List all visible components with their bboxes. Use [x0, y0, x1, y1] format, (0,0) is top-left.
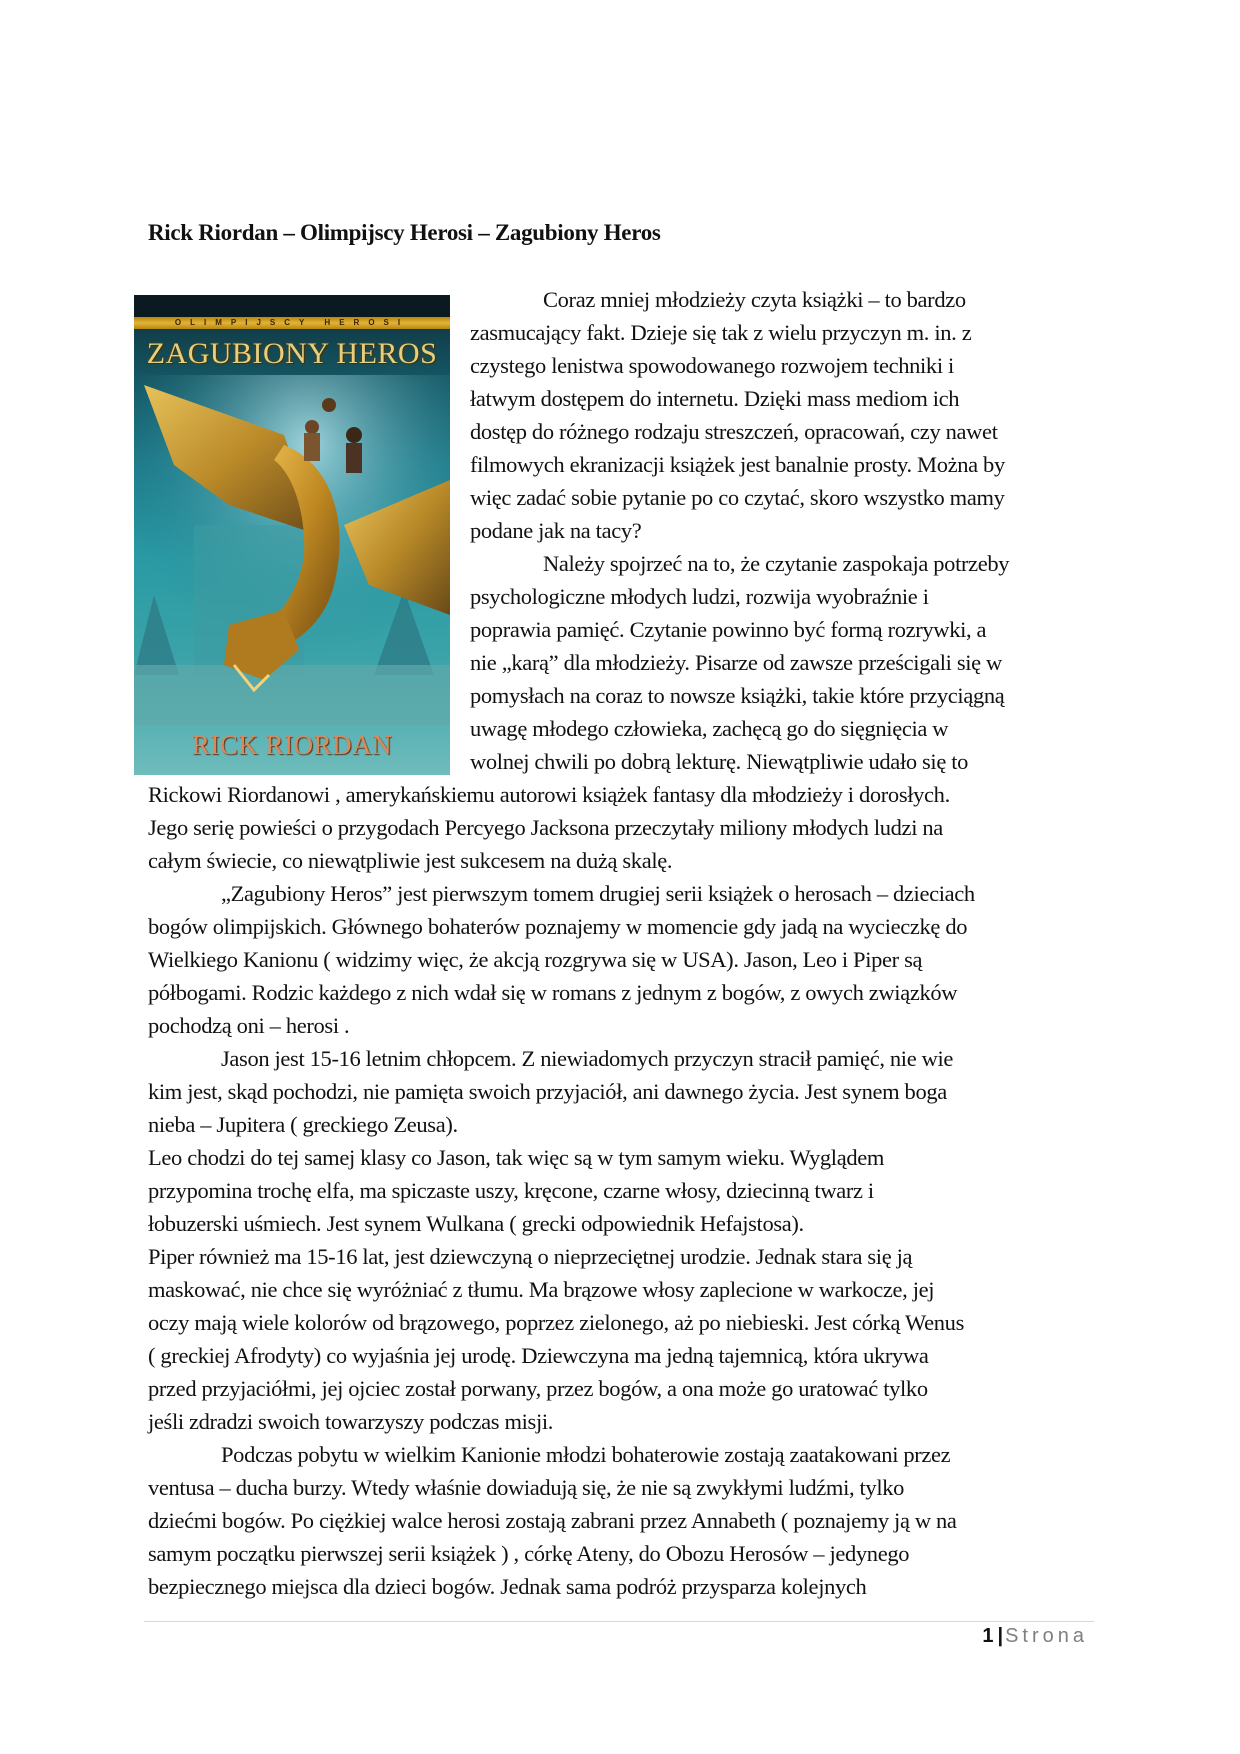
book-cover-image — [134, 295, 450, 775]
text-line: maskować, nie chce się wyróżniać z tłumu. Ma brązowe włosy zaplecione w warkocze, jej — [148, 1277, 935, 1302]
text-line: Należy spojrzeć na to, że czytanie zaspokaja potrzeby — [543, 551, 1010, 576]
text-line: dostęp do różnego rodzaju streszczeń, opracowań, czy nawet — [470, 419, 998, 444]
text-line: filmowych ekranizacji książek jest banalnie prosty. Można by — [470, 452, 1005, 477]
text-line: „Zagubiony Heros” jest pierwszym tomem drugiej serii książek o herosach – dzieciach — [221, 881, 975, 906]
text-line: przed przyjaciółmi, jej ojciec został porwany, przez bogów, a ona może go uratować tylko — [148, 1376, 928, 1401]
text-line: Podczas pobytu w wielkim Kanionie młodzi bohaterowie zostają zaatakowani przez — [221, 1442, 951, 1467]
text-line: oczy mają wiele kolorów od brązowego, poprzez zielonego, aż po niebieski. Jest córką Wenus — [148, 1310, 964, 1335]
text-line: pomysłach na coraz to nowsze książki, takie które przyciągną — [470, 683, 1005, 708]
text-line: łobuzerski uśmiech. Jest synem Wulkana ( grecki odpowiednik Hefajstosa). — [148, 1211, 804, 1236]
text-line: zasmucający fakt. Dzieje się tak z wielu przyczyn m. in. z — [470, 320, 972, 345]
text-line: psychologiczne młodych ludzi, rozwija wyobraźnie i — [470, 584, 929, 609]
text-line: całym świecie, co niewątpliwie jest sukcesem na dużą skalę. — [148, 848, 673, 873]
dragon-illustration-icon — [134, 375, 450, 725]
cover-series-band: OLIMPIJSCY HEROSI — [134, 317, 450, 329]
page-number: 1 — [982, 1625, 994, 1647]
text-line: przypomina trochę elfa, ma spiczaste uszy, kręcone, czarne włosy, dziecinną twarz i — [148, 1178, 874, 1203]
text-line: nie „karą” dla młodzieży. Pisarze od zawsze prześcigali się w — [470, 650, 1002, 675]
text-line: bogów olimpijskich. Głównego bohaterów poznajemy w momencie gdy jadą na wycieczkę do — [148, 914, 968, 939]
text-line: jeśli zdradzi swoich towarzyszy podczas misji. — [148, 1409, 554, 1434]
footer-divider — [144, 1621, 1094, 1622]
text-line: Wielkiego Kanionu ( widzimy więc, że akcją rozgrywa się w USA). Jason, Leo i Piper są — [148, 947, 923, 972]
page-footer — [982, 1625, 1088, 1648]
text-line: Rickowi Riordanowi , amerykańskiemu autorowi książek fantasy dla młodzieży i dorosłych. — [148, 782, 950, 807]
text-line: łatwym dostępem do internetu. Dzięki mass mediom ich — [470, 386, 960, 411]
text-line: pochodzą oni – herosi . — [148, 1013, 350, 1038]
footer-separator: | — [997, 1625, 1004, 1647]
text-line: samym początku pierwszej serii książek ) , córkę Ateny, do Obozu Herosów – jedynego — [148, 1541, 910, 1566]
text-line: Coraz mniej młodzieży czyta książki – to bardzo — [543, 287, 966, 312]
text-line: Jason jest 15-16 letnim chłopcem. Z niewiadomych przyczyn stracił pamięć, nie wie — [221, 1046, 954, 1071]
cover-top-bar — [134, 295, 450, 317]
text-line: nieba – Jupitera ( greckiego Zeusa). — [148, 1112, 458, 1137]
text-line: bezpiecznego miejsca dla dzieci bogów. Jednak sama podróż przysparza kolejnych — [148, 1574, 867, 1599]
document-title: Rick Riordan – Olimpijscy Herosi – Zagubiony Heros — [148, 220, 661, 245]
text-line: kim jest, skąd pochodzi, nie pamięta swoich przyjaciół, ani dawnego życia. Jest synem boga — [148, 1079, 947, 1104]
text-line: więc zadać sobie pytanie po co czytać, skoro wszystko mamy — [470, 485, 1005, 510]
text-line: wolnej chwili po dobrą lekturę. Niewątpliwie udało się to — [470, 749, 969, 774]
text-line: poprawia pamięć. Czytanie powinno być formą rozrywki, a — [470, 617, 987, 642]
page-label: Strona — [1005, 1625, 1088, 1647]
text-line: półbogami. Rodzic każdego z nich wdał się w romans z jednym z bogów, z owych związków — [148, 980, 958, 1005]
text-line: Leo chodzi do tej samej klasy co Jason, tak więc są w tym samym wieku. Wyglądem — [148, 1145, 885, 1170]
text-line: podane jak na tacy? — [470, 518, 642, 543]
text-line: dziećmi bogów. Po ciężkiej walce herosi zostają zabrani przez Annabeth ( poznajemy ją w na — [148, 1508, 957, 1533]
text-line: ( greckiej Afrodyty) co wyjaśnia jej urodę. Dziewczyna ma jedną tajemnicą, która ukrywa — [148, 1343, 929, 1368]
cover-book-title: ZAGUBIONY HEROS — [146, 337, 438, 370]
text-line: ventusa – ducha burzy. Wtedy właśnie dowiadują się, że nie są zwykłymi ludźmi, tylko — [148, 1475, 905, 1500]
text-line: uwagę młodego człowieka, zachęcą go do sięgnięcia w — [470, 716, 949, 741]
cover-author: RICK RIORDAN — [191, 730, 393, 760]
text-line: Jego serię powieści o przygodach Percyego Jacksona przeczytały miliony młodych ludzi na — [148, 815, 943, 840]
text-line: czystego lenistwa spowodowanego rozwojem techniki i — [470, 353, 954, 378]
text-line: Piper również ma 15-16 lat, jest dziewczyną o nieprzeciętnej urodzie. Jednak stara się ją — [148, 1244, 913, 1269]
